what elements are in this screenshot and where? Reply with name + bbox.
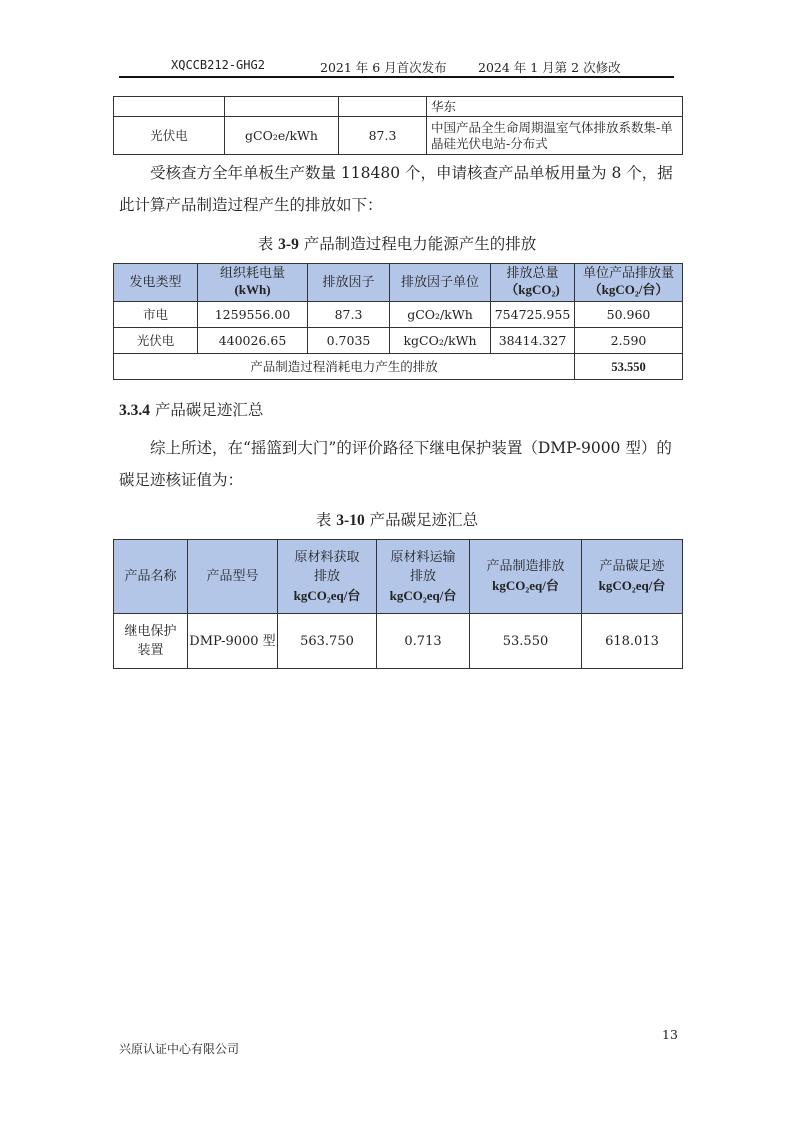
column-header: 发电类型	[114, 264, 198, 302]
table-cell: 中国产品全生命周期温室气体排放系数集-单晶硅光伏电站-分布式	[427, 117, 683, 155]
section-heading: 3.3.4 产品碳足迹汇总	[119, 401, 264, 419]
body-paragraph: 受核查方全年单板生产数量 118480 个，申请核查产品单板用量为 8 个，据此计算产品制造过程产生的排放如下：	[119, 164, 673, 214]
table-row	[114, 302, 683, 328]
header-divider	[119, 76, 674, 78]
revision-date: 2024 年 1 月第 2 次修改	[478, 60, 621, 75]
column-header: 排放因子	[308, 264, 390, 302]
table-cell: 0.7035	[308, 328, 390, 354]
electricity-emission-table	[113, 263, 683, 380]
column-header: 排放因子单位	[390, 264, 491, 302]
table-row	[114, 614, 683, 669]
table-total-row	[114, 354, 683, 380]
table-header-row	[114, 264, 683, 302]
product-name-cell: 继电保护 装置	[114, 614, 188, 669]
table-cell: 光伏电	[114, 117, 225, 155]
table-row	[114, 117, 683, 155]
column-header: 产品制造排放 kgCO₂eq/台	[470, 540, 582, 614]
raw-material-acquisition-cell: 563.750	[278, 614, 377, 669]
table-cell: 市电	[114, 302, 198, 328]
footer-organization: 兴原认证中心有限公司	[119, 1042, 240, 1056]
raw-material-transport-cell: 0.713	[377, 614, 470, 669]
table-caption-3-10: 表 3-10 产品碳足迹汇总	[315, 511, 479, 529]
table-cell: 440026.65	[198, 328, 308, 354]
column-header: 单位产品排放量 （kgCO₂/台）	[575, 264, 683, 302]
table-row	[114, 328, 683, 354]
table-cell: 38414.327	[491, 328, 575, 354]
table-cell: 754725.955	[491, 302, 575, 328]
manufacturing-emission-cell: 53.550	[470, 614, 582, 669]
table-cell	[339, 97, 427, 117]
column-header: 排放总量 （kgCO₂)	[491, 264, 575, 302]
table-cell: 1259556.00	[198, 302, 308, 328]
table-cell	[225, 97, 339, 117]
table-cell: 光伏电	[114, 328, 198, 354]
body-paragraph: 综上所述，在“摇篮到大门”的评价路径下继电保护装置（DMP-9000 型）的碳足迹核证值为：	[119, 439, 672, 489]
column-header: 组织耗电量 (kWh)	[198, 264, 308, 302]
table-header-row	[114, 540, 683, 614]
page-header	[119, 56, 674, 78]
column-header: 产品型号	[188, 540, 278, 614]
first-published-date: 2021 年 6 月首次发布	[320, 60, 447, 75]
document-code: XQCCB212-GHG2	[171, 58, 265, 72]
table-cell: gCO₂e/kWh	[225, 117, 339, 155]
table-row	[114, 97, 683, 117]
table-cell: kgCO₂/kWh	[390, 328, 491, 354]
carbon-footprint-summary-table	[113, 539, 683, 669]
table-cell	[114, 97, 225, 117]
column-header: 原材料运输 排放 kgCO₂eq/台	[377, 540, 470, 614]
total-value: 53.550	[575, 354, 683, 380]
table-caption-3-9: 表 3-9 产品制造过程电力能源产生的排放	[257, 235, 537, 253]
column-header: 产品碳足迹 kgCO₂eq/台	[582, 540, 683, 614]
page-number: 13	[662, 1027, 678, 1042]
table-cell: 华东	[427, 97, 683, 117]
table-cell: 50.960	[575, 302, 683, 328]
emission-factor-table-continued	[113, 96, 683, 155]
table-cell: 87.3	[339, 117, 427, 155]
table-cell: 87.3	[308, 302, 390, 328]
table-cell: 2.590	[575, 328, 683, 354]
column-header: 原材料获取 排放 kgCO₂eq/台	[278, 540, 377, 614]
column-header: 产品名称	[114, 540, 188, 614]
carbon-footprint-cell: 618.013	[582, 614, 683, 669]
table-cell: gCO₂/kWh	[390, 302, 491, 328]
total-label: 产品制造过程消耗电力产生的排放	[114, 354, 575, 380]
product-model-cell: DMP-9000 型	[188, 614, 278, 669]
